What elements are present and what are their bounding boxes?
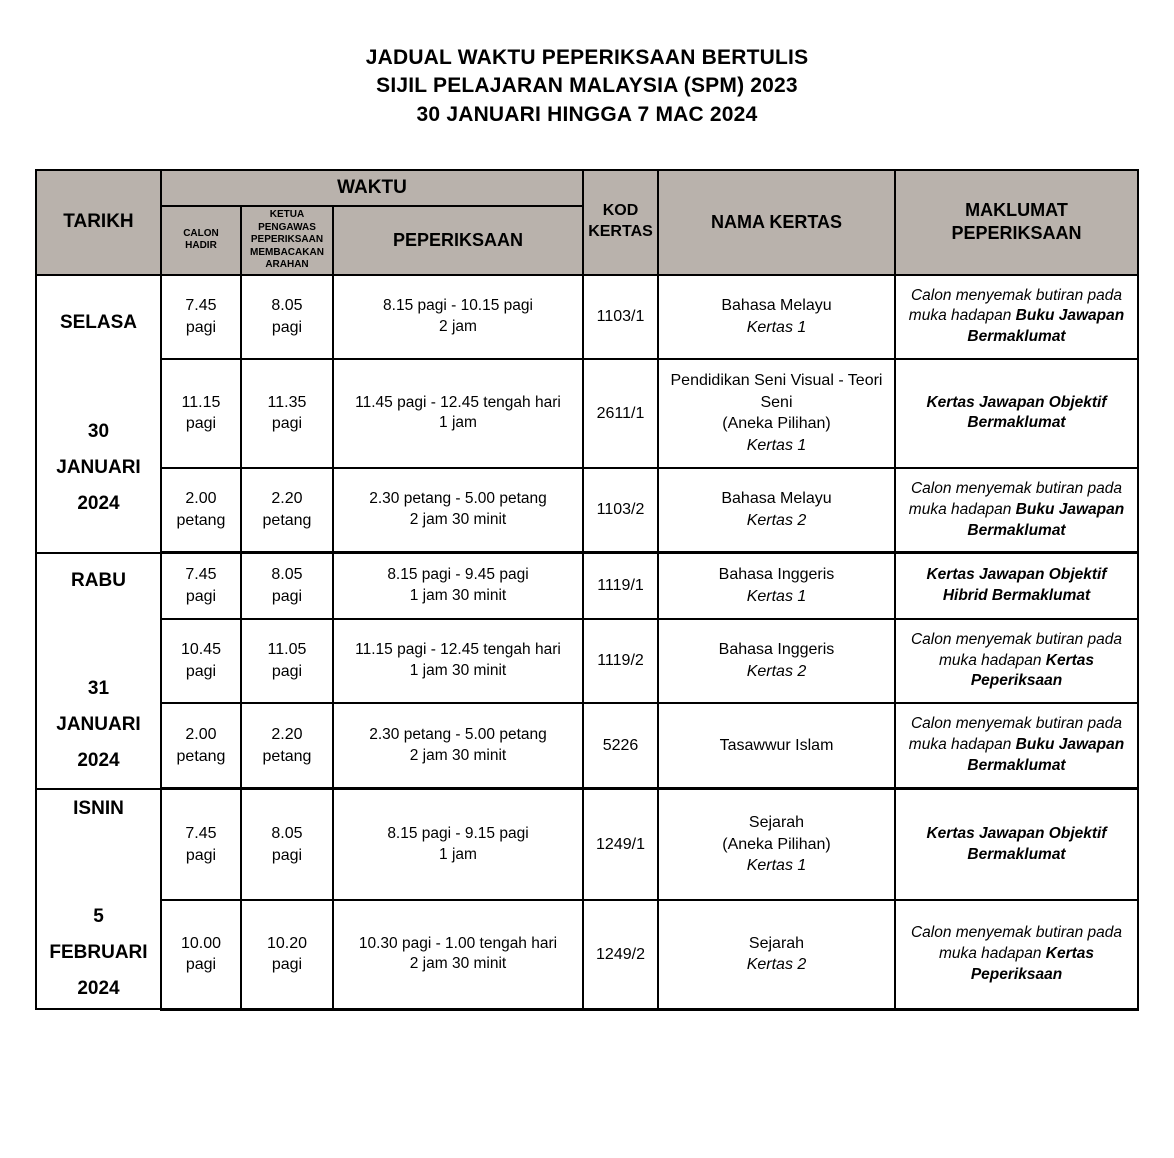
ketua-pengawas-time: 10.20 pagi — [241, 900, 333, 1009]
nama-kertas: Bahasa Inggeris Kertas 1 — [658, 553, 895, 619]
calon-hadir-time: 10.45 pagi — [161, 619, 241, 704]
table-row — [36, 703, 1138, 788]
title-line-2: SIJIL PELAJARAN MALAYSIA (SPM) 2023 — [376, 74, 798, 98]
ketua-pengawas-time: 8.05 pagi — [241, 275, 333, 360]
table-row — [36, 468, 1138, 553]
kod-kertas: 5226 — [583, 703, 658, 788]
header-maklumat-peperiksaan: MAKLUMAT PEPERIKSAAN — [895, 170, 1138, 275]
kod-kertas: 1103/2 — [583, 468, 658, 553]
table-row — [36, 553, 1138, 619]
ketua-pengawas-time: 8.05 pagi — [241, 553, 333, 619]
kod-kertas: 1103/1 — [583, 275, 658, 360]
calon-hadir-time: 7.45 pagi — [161, 789, 241, 901]
kod-kertas: 1119/2 — [583, 619, 658, 704]
date-cell: RABU 31 JANUARI 2024 — [36, 553, 161, 789]
calon-hadir-time: 10.00 pagi — [161, 900, 241, 1009]
nama-kertas: Bahasa Melayu Kertas 2 — [658, 468, 895, 553]
header-nama-kertas: NAMA KERTAS — [658, 170, 895, 275]
kod-kertas: 1119/1 — [583, 553, 658, 619]
table-header — [36, 170, 1138, 275]
title-line-1: JADUAL WAKTU PEPERIKSAAN BERTULIS — [365, 46, 809, 69]
calon-hadir-time: 2.00 petang — [161, 468, 241, 553]
ketua-pengawas-time: 2.20 petang — [241, 468, 333, 553]
calon-hadir-time: 2.00 petang — [161, 703, 241, 788]
calon-hadir-time: 7.45 pagi — [161, 275, 241, 360]
maklumat-peperiksaan: Kertas Jawapan Objektif Hibrid Bermaklumat — [895, 553, 1138, 619]
ketua-pengawas-time: 8.05 pagi — [241, 789, 333, 901]
peperiksaan-time: 2.30 petang - 5.00 petang 2 jam 30 minit — [333, 468, 583, 553]
nama-kertas: Tasawwur Islam — [658, 703, 895, 788]
maklumat-peperiksaan: Kertas Jawapan Objektif Bermaklumat — [895, 789, 1138, 901]
nama-kertas: Bahasa Melayu Kertas 1 — [658, 275, 895, 360]
kod-kertas: 2611/1 — [583, 359, 658, 467]
maklumat-peperiksaan: Calon menyemak butiran pada muka hadapan Kertas Peperiksaan — [895, 619, 1138, 704]
table-row — [36, 359, 1138, 467]
maklumat-peperiksaan: Kertas Jawapan Objektif Bermaklumat — [895, 359, 1138, 467]
header-kod-kertas: KOD KERTAS — [583, 170, 658, 275]
ketua-pengawas-time: 11.35 pagi — [241, 359, 333, 467]
exam-schedule-table — [35, 169, 1139, 1011]
maklumat-peperiksaan: Calon menyemak butiran pada muka hadapan Buku Jawapan Bermaklumat — [895, 275, 1138, 360]
maklumat-peperiksaan: Calon menyemak butiran pada muka hadapan Kertas Peperiksaan — [895, 900, 1138, 1009]
calon-hadir-time: 11.15 pagi — [161, 359, 241, 467]
peperiksaan-time: 8.15 pagi - 10.15 pagi 2 jam — [333, 275, 583, 360]
nama-kertas: Sejarah Kertas 2 — [658, 900, 895, 1009]
nama-kertas: Pendidikan Seni Visual - Teori Seni (Aneka Pilihan) Kertas 1 — [658, 359, 895, 467]
date-cell: SELASA 30 JANUARI 2024 — [36, 275, 161, 553]
maklumat-peperiksaan: Calon menyemak butiran pada muka hadapan Buku Jawapan Bermaklumat — [895, 468, 1138, 553]
header-tarikh: TARIKH — [36, 170, 161, 275]
header-ketua-pengawas: KETUA PENGAWAS PEPERIKSAAN MEMBACAKAN ARAHAN — [241, 206, 333, 275]
nama-kertas: Bahasa Inggeris Kertas 2 — [658, 619, 895, 704]
calon-hadir-time: 7.45 pagi — [161, 553, 241, 619]
nama-kertas: Sejarah (Aneka Pilihan) Kertas 1 — [658, 789, 895, 901]
peperiksaan-time: 10.30 pagi - 1.00 tengah hari 2 jam 30 minit — [333, 900, 583, 1009]
document-title — [0, 0, 1174, 129]
peperiksaan-time: 2.30 petang - 5.00 petang 2 jam 30 minit — [333, 703, 583, 788]
table-body — [36, 275, 1138, 1010]
kod-kertas: 1249/2 — [583, 900, 658, 1009]
table-row — [36, 275, 1138, 360]
peperiksaan-time: 11.45 pagi - 12.45 tengah hari 1 jam — [333, 359, 583, 467]
header-peperiksaan: PEPERIKSAAN — [333, 206, 583, 275]
ketua-pengawas-time: 11.05 pagi — [241, 619, 333, 704]
maklumat-peperiksaan: Calon menyemak butiran pada muka hadapan Buku Jawapan Bermaklumat — [895, 703, 1138, 788]
peperiksaan-time: 11.15 pagi - 12.45 tengah hari 1 jam 30 minit — [333, 619, 583, 704]
header-calon-hadir: CALON HADIR — [161, 206, 241, 275]
peperiksaan-time: 8.15 pagi - 9.45 pagi 1 jam 30 minit — [333, 553, 583, 619]
table-row — [36, 900, 1138, 1009]
header-waktu: WAKTU — [161, 170, 583, 206]
peperiksaan-time: 8.15 pagi - 9.15 pagi 1 jam — [333, 789, 583, 901]
kod-kertas: 1249/1 — [583, 789, 658, 901]
table-row — [36, 619, 1138, 704]
date-cell: ISNIN 5 FEBRUARI 2024 — [36, 789, 161, 1010]
table-row — [36, 789, 1138, 901]
title-line-3: 30 JANUARI HINGGA 7 MAC 2024 — [416, 102, 758, 126]
ketua-pengawas-time: 2.20 petang — [241, 703, 333, 788]
